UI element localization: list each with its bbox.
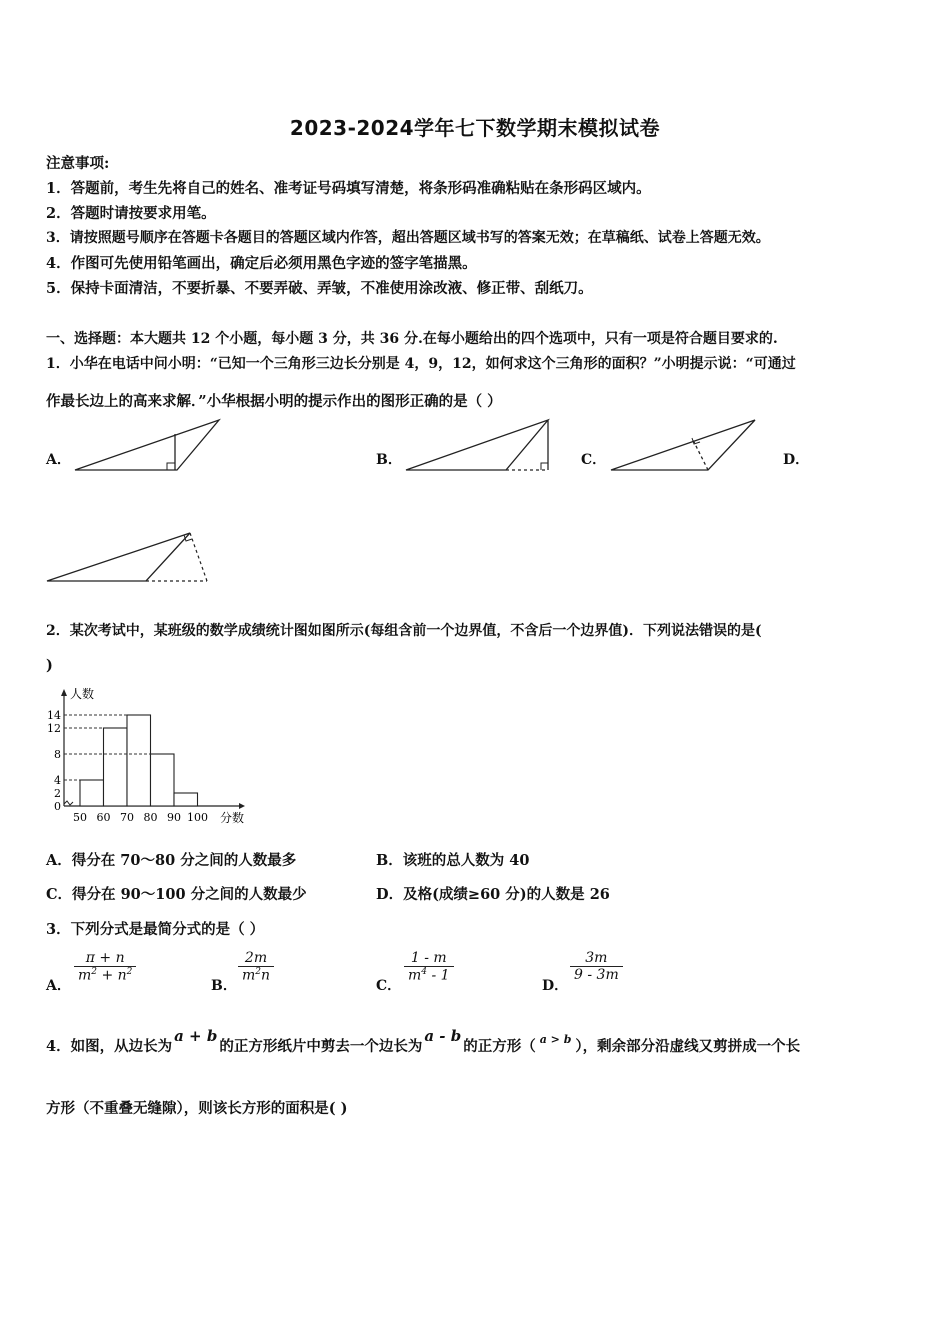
x-axis-arrow	[239, 803, 245, 809]
score-histogram	[44, 686, 254, 828]
question-4-line-1	[46, 1027, 801, 1056]
x-tick-label: 100	[187, 811, 208, 824]
histogram-bar	[174, 793, 198, 806]
q3-option-b-fraction	[238, 950, 274, 984]
notice-item: 5．保持卡面清洁，不要折暴、不要弄破、弄皱，不准使用涂改液、修正带、刮纸刀。	[46, 280, 593, 297]
q1-option-c-figure	[608, 418, 758, 474]
question-3-stem: 3．下列分式是最简分式的是（ ）	[46, 921, 265, 938]
x-tick-label: 70	[120, 811, 134, 824]
histogram-bar	[80, 780, 104, 806]
q1-option-c-label: C．	[581, 452, 607, 468]
q4-expr-a-minus-b: a - b	[424, 1027, 462, 1045]
page-title: 2023-2024学年七下数学期末模拟试卷	[289, 116, 661, 140]
q3-option-a-fraction	[74, 950, 136, 984]
histogram-bar	[151, 754, 175, 806]
numerator: 2m	[238, 950, 274, 967]
q4-text: 的正方形（	[463, 1038, 536, 1055]
denominator: $m^4 - 1$	[408, 967, 450, 984]
y-axis-label: 人数	[70, 687, 95, 701]
triangle	[611, 420, 755, 470]
q3-option-a-label: A．	[46, 978, 71, 994]
q3-option-b-label: B．	[211, 978, 237, 994]
question-1-line-1: 1．小华在电话中问小明：“已知一个三角形三边长分别是 4，9，12，如何求这个三角形的面积？”小明提示说：“可通过	[46, 356, 796, 372]
q2-option-c: C．得分在 90～100 分之间的人数最少	[46, 886, 307, 903]
right-angle-mark	[167, 463, 175, 470]
x-tick-label: 90	[167, 811, 181, 824]
triangle	[75, 420, 219, 470]
q4-condition: a > b	[539, 1033, 572, 1046]
y-tick-label: 2	[54, 787, 61, 800]
height-dashed	[692, 438, 708, 470]
question-2-line-2: )	[46, 657, 53, 674]
triangle	[406, 420, 548, 470]
denominator: $m^2 + n^2$	[78, 967, 133, 984]
y-tick-label: 14	[47, 709, 61, 722]
numerator: π + n	[74, 950, 136, 967]
notice-heading: 注意事项:	[46, 155, 110, 172]
triangle	[47, 533, 190, 581]
q4-text: ），剩余部分沿虚线又剪拼成一个长	[575, 1038, 801, 1055]
q3-option-c-label: C．	[376, 978, 402, 994]
x-tick-label: 50	[73, 811, 87, 824]
q2-option-d: D．及格(成绩≥60 分)的人数是 26	[376, 886, 610, 903]
axis-break	[64, 801, 73, 805]
notice-item: 4．作图可先使用铅笔画出，确定后必须用黑色字迹的签字笔描黑。	[46, 255, 477, 272]
q1-option-d-figure	[44, 528, 214, 586]
notice-item: 3．请按照题号顺序在答题卡各题目的答题区域内作答，超出答题区域书写的答案无效；在草稿纸、试卷上答题无效。	[46, 230, 770, 246]
q1-option-b-figure	[403, 418, 553, 474]
question-2-line-1: 2．某次考试中，某班级的数学成绩统计图如图所示(每组含前一个边界值，不含后一个边界值)．下列说法错误的是(	[46, 623, 762, 639]
y-tick-label: 12	[47, 722, 61, 735]
y-tick-label: 0	[54, 800, 61, 813]
q3-option-d-label: D．	[542, 978, 569, 994]
denominator: $m^2n$	[242, 967, 271, 984]
y-axis-arrow	[61, 689, 67, 696]
right-angle-mark	[541, 463, 548, 470]
q3-option-d-fraction	[570, 950, 623, 983]
y-tick-label: 4	[54, 774, 61, 787]
notice-item: 2．答题时请按要求用笔。	[46, 205, 216, 222]
q2-option-b: B．该班的总人数为 40	[376, 852, 530, 869]
x-tick-label: 60	[96, 811, 111, 824]
x-axis-label: 分数	[220, 811, 245, 825]
x-tick-label: 80	[143, 811, 158, 824]
q2-option-a: A．得分在 70～80 分之间的人数最多	[46, 852, 297, 869]
y-tick-label: 8	[54, 748, 61, 761]
q4-text: 的正方形纸片中剪去一个边长为	[219, 1038, 423, 1055]
q1-option-a-label: A．	[46, 452, 71, 468]
q1-option-d-label: D．	[783, 452, 810, 468]
numerator: 3m	[570, 950, 623, 967]
section-heading: 一、选择题：本大题共 12 个小题，每小题 3 分，共 36 分.在每小题给出的四个选项中，只有一项是符合题目要求的.	[46, 331, 778, 347]
q1-option-a-figure	[72, 418, 222, 474]
denominator: 9 - 3m	[574, 967, 619, 983]
question-1-line-2: 作最长边上的高来求解．”小华根据小明的提示作出的图形正确的是（ ）	[46, 393, 502, 410]
question-4-line-2: 方形（不重叠无缝隙），则该长方形的面积是( )	[46, 1100, 348, 1117]
notice-item: 1．答题前，考生先将自己的姓名、准考证号码填写清楚，将条形码准确粘贴在条形码区域内。	[46, 180, 651, 197]
q4-expr-a-plus-b: a + b	[174, 1027, 218, 1045]
histogram-bar	[127, 715, 151, 806]
histogram-bar	[104, 728, 128, 806]
numerator: 1 - m	[404, 950, 454, 967]
q4-text: 4．如图，从边长为	[46, 1038, 173, 1055]
q1-option-b-label: B．	[376, 452, 402, 468]
height-dashed	[190, 533, 207, 581]
q3-option-c-fraction	[404, 950, 454, 984]
